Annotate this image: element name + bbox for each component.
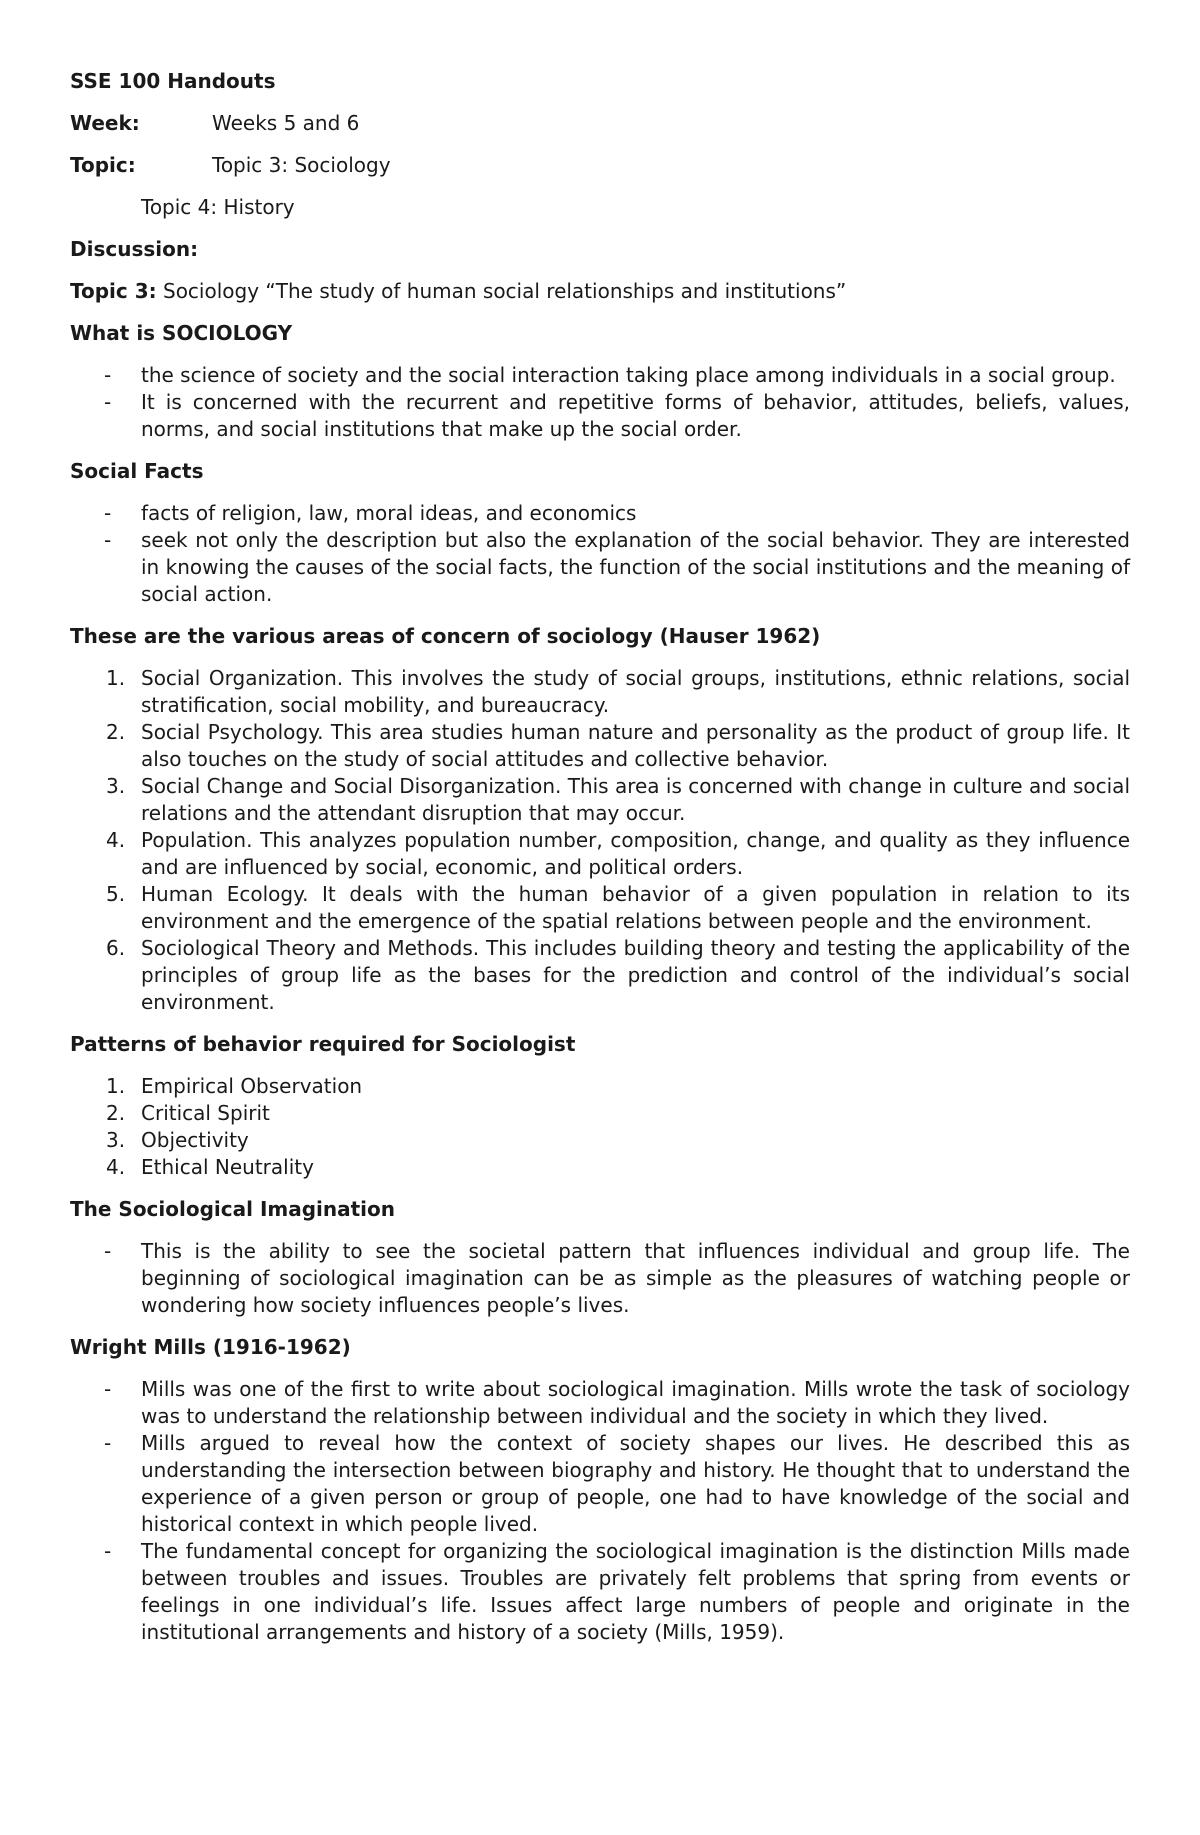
list-areas: [70, 665, 1130, 1016]
list-item-text: Sociological Theory and Methods. This includes building theory and testing the applicability of the principles of group life as the bases for the prediction and control of the individual’s social environment.: [141, 936, 1130, 1014]
list-item: [70, 1073, 1130, 1100]
number-marker: 3.: [106, 1128, 126, 1152]
list-imagination: [70, 1238, 1130, 1319]
list-item: [70, 827, 1130, 881]
number-marker: 1.: [106, 1074, 126, 1098]
number-marker: 4.: [106, 1155, 126, 1179]
list-item: [70, 665, 1130, 719]
dash-marker: -: [104, 528, 112, 552]
list-social-facts: [70, 500, 1130, 608]
list-item-text: Mills was one of the first to write about sociological imagination. Mills wrote the task of sociology was to understand the relationship between individual and the society in which they lived.: [141, 1377, 1130, 1428]
list-item-text: Social Organization. This involves the study of social groups, institutions, ethnic relations, social stratification, social mobility, and bureaucracy.: [141, 666, 1130, 717]
list-item-text: It is concerned with the recurrent and repetitive forms of behavior, attitudes, beliefs, values, norms, and social institutions that make up the social order.: [141, 390, 1130, 441]
list-item-text: seek not only the description but also the explanation of the social behavior. They are interested in knowing the causes of the social facts, the function of the social institutions and the meaning of social action.: [141, 528, 1130, 606]
list-item-text: The fundamental concept for organizing the sociological imagination is the distinction Mills made between troubles and issues. Troubles are privately felt problems that spring from events or feelings in one individual’s life. Issues affect large numbers of people and originate in the institutional arrangements and history of a society (Mills, 1959).: [141, 1539, 1130, 1644]
list-item: [70, 527, 1130, 608]
dash-marker: -: [104, 1539, 112, 1563]
week-value: Weeks 5 and 6: [212, 111, 360, 135]
list-item: [70, 1238, 1130, 1319]
list-item-text: Social Change and Social Disorganization. This area is concerned with change in culture and social relations and the attendant disruption that may occur.: [141, 774, 1130, 825]
list-item-text: Social Psychology. This area studies human nature and personality as the product of group life. It also touches on the study of social attitudes and collective behavior.: [141, 720, 1130, 771]
list-mills: [70, 1376, 1130, 1646]
week-row: [70, 110, 1130, 137]
list-item-text: Mills argued to reveal how the context of society shapes our lives. He described this as understanding the intersection between biography and history. He thought that to understand the experience of a given person or group of people, one had to have knowledge of the social and historical context in which people lived.: [141, 1431, 1130, 1536]
list-item: [70, 1127, 1130, 1154]
discussion-label: Discussion:: [70, 237, 199, 261]
list-item: [70, 1154, 1130, 1181]
number-marker: 3.: [106, 774, 126, 798]
list-item: [70, 389, 1130, 443]
number-marker: 4.: [106, 828, 126, 852]
section-heading-areas: These are the various areas of concern of sociology (Hauser 1962): [70, 624, 821, 648]
topic-value-2: Topic 4: History: [141, 195, 295, 219]
list-item-text: This is the ability to see the societal pattern that influences individual and group life. The beginning of sociological imagination can be as simple as the pleasures of watching people or wondering how society influences people’s lives.: [141, 1239, 1130, 1317]
list-item: [70, 362, 1130, 389]
list-item-text: Empirical Observation: [141, 1074, 363, 1098]
list-item: [70, 935, 1130, 1016]
number-marker: 6.: [106, 936, 126, 960]
topic-label: Topic:: [70, 153, 136, 177]
list-item: [70, 881, 1130, 935]
topic-value: Topic 3: Sociology: [212, 153, 391, 177]
topic-row: [70, 152, 1130, 179]
list-item-text: Human Ecology. It deals with the human behavior of a given population in relation to its environment and the emergence of the spatial relations between people and the environment.: [141, 882, 1130, 933]
list-item-text: Population. This analyzes population number, composition, change, and quality as they influence and are influenced by social, economic, and political orders.: [141, 828, 1130, 879]
list-item-text: facts of religion, law, moral ideas, and economics: [141, 501, 637, 525]
dash-marker: -: [104, 501, 112, 525]
section-heading-what-is: What is SOCIOLOGY: [70, 321, 293, 345]
list-item: [70, 1376, 1130, 1430]
number-marker: 1.: [106, 666, 126, 690]
dash-marker: -: [104, 1431, 112, 1455]
list-item: [70, 1100, 1130, 1127]
dash-marker: -: [104, 1377, 112, 1401]
topic3-line: [70, 278, 1130, 305]
section-heading-social-facts: Social Facts: [70, 459, 204, 483]
dash-marker: -: [104, 390, 112, 414]
list-what-is: [70, 362, 1130, 443]
section-heading-mills: Wright Mills (1916-1962): [70, 1335, 351, 1359]
section-heading-patterns: Patterns of behavior required for Sociologist: [70, 1032, 576, 1056]
list-item-text: Ethical Neutrality: [141, 1155, 314, 1179]
dash-marker: -: [104, 1239, 112, 1263]
list-item-text: Objectivity: [141, 1128, 249, 1152]
list-item: [70, 1430, 1130, 1538]
week-label: Week:: [70, 111, 140, 135]
topic3-label: Topic 3:: [70, 279, 157, 303]
list-item-text: Critical Spirit: [141, 1101, 270, 1125]
topic3-text: Sociology “The study of human social relationships and institutions”: [156, 279, 847, 303]
list-item-text: the science of society and the social interaction taking place among individuals in a social group.: [141, 363, 1116, 387]
list-patterns: [70, 1073, 1130, 1181]
list-item: [70, 773, 1130, 827]
number-marker: 5.: [106, 882, 126, 906]
list-item: [70, 719, 1130, 773]
dash-marker: -: [104, 363, 112, 387]
number-marker: 2.: [106, 720, 126, 744]
number-marker: 2.: [106, 1101, 126, 1125]
list-item: [70, 500, 1130, 527]
section-heading-imagination: The Sociological Imagination: [70, 1197, 396, 1221]
document-title: SSE 100 Handouts: [70, 69, 276, 93]
list-item: [70, 1538, 1130, 1646]
